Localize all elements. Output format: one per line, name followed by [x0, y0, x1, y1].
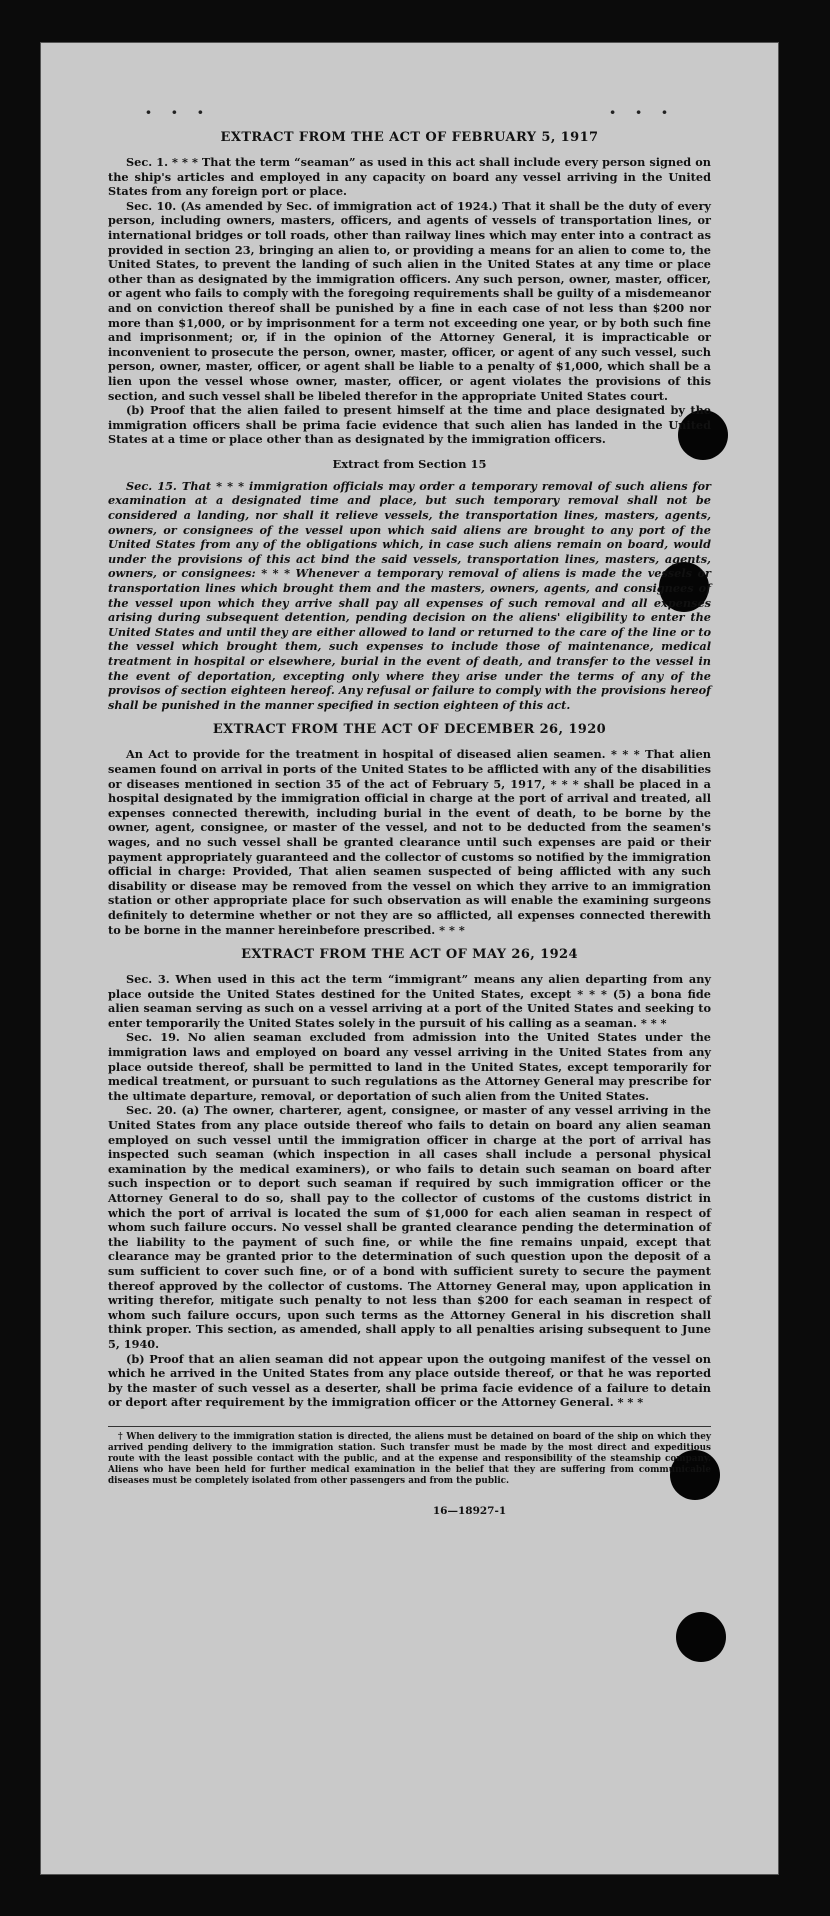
decorative-dots-right: · · · [609, 100, 674, 124]
section-act-1924 [108, 947, 711, 1410]
footnote-text: † When delivery to the immigration station is directed, the aliens must be detained on board of the ship on which they arrived pending delivery to the immigration station. Such transfer must be made by the most direct and expeditious route with the least possible contact with the public, and at the expense and responsibility of the steamship company. Aliens who have been held for further medical examination in the belief that they are suffering from communicable diseases must be completely isolated from other passengers and from the public. [108, 1431, 711, 1486]
section-heading: EXTRACT FROM THE ACT OF DECEMBER 26, 1920 [212, 722, 607, 738]
section-heading: EXTRACT FROM THE ACT OF FEBRUARY 5, 1917 [220, 130, 599, 145]
paragraph: Sec. 3. When used in this act the term “immigrant” means any alien departing from any place outside the United States destined for the United States, except * * * (5) a bona fide alien seaman serving as such on a vessel arriving at a port of the United States and seeking to enter temporarily the United States solely in the pursuit of his calling as a seaman. * * * [108, 972, 711, 1030]
form-number: 16—18927-1 [432, 1504, 507, 1517]
paragraph: Sec. 19. No alien seaman excluded from admission into the United States under the immigration laws and employed on board any vessel arriving in the United States from any place outside thereof, shall be permitted to land in the United States, except temporarily for medical treatment, or pursuant to such regulations as the Attorney General may prescribe for the ultimate departure, removal, or deportation of such alien from the United States. [108, 1030, 711, 1103]
decorative-dots-left: · · · [145, 100, 210, 124]
section-heading: EXTRACT FROM THE ACT OF MAY 26, 1924 [241, 947, 578, 963]
paragraph: Sec. 10. (As amended by Sec. of immigration act of 1924.) That it shall be the duty of every person, including owners, masters, officers, and agents of vessels of transportation lines, or international bridges or toll roads, other than railway lines which may enter into a contract as provided in section 23, bringing an alien to, or providing a means for an alien to come to, the United States, to prevent the landing of such alien in the United States at any time or place other than as designated by the immigration officers. Any such person, owner, master, officer, or agent who fails to comply with the foregoing requirements shall be guilty of a misdemeanor and on conviction thereof shall be punished by a fine in each case of not less than $200 nor more than $1,000, or by imprisonment for a term not exceeding one year, or by both such fine and imprisonment; or, if in the opinion of the Attorney General, it is impracticable or inconvenient to prosecute the person, owner, master, officer, or agent of any such vessel, such person, owner, master, officer, or agent shall be liable to a penalty of $1,000, which shall be a lien upon the vessel whose owner, master, officer, or agent violates the provisions of this section, and such vessel shall be libeled therefor in the appropriate United States court. [108, 198, 711, 403]
paragraph: An Act to provide for the treatment in hospital of diseased alien seamen. * * * That alien seamen found on arrival in ports of the United States to be afflicted with any of the disabilities or diseases mentioned in section 35 of the act of February 5, 1917, * * * shall be placed in a hospital designated by the immigration official in charge at the port of arrival and treated, all expenses connected therewith, including burial in the event of death, to be borne by the owner, agent, consignee, or master of the vessel, and not to be deducted from the seamen's wages, and no such vessel shall be granted clearance until such expenses are paid or their payment appropriately guaranteed and the collector of customs so notified by the immigration official in charge: Provided, That alien seamen suspected of being afflicted with any such disability or disease may be removed from the vessel on which they arrive to an immigration station or other appropriate place for such observation as will enable the examining surgeons definitely to determine whether or not they are so afflicted, all expenses connected therewith to be borne in the manner hereinbefore prescribed. * * * [108, 747, 711, 937]
document-body [108, 130, 711, 1517]
paragraph: (b) Proof that the alien failed to present himself at the time and place designated by the immigration officers shall be prima facie evidence that such alien has landed in the United States at a time or place other than as designated by the immigration officers. [108, 403, 711, 447]
section-extract-15 [108, 457, 711, 713]
document-page [40, 42, 779, 1875]
punch-hole [676, 1612, 726, 1662]
paragraph: Sec. 15. That * * * immigration officials may order a temporary removal of such aliens for examination at a designated time and place, but such temporary removal shall not be considered a landing, nor shall it relieve vessels, the transportation lines, masters, agents, owners, or consignees of the vessel upon which said aliens are brought to any port of the United States from any of the obligations which, in case such aliens remain on board, would under the provisions of this act bind the said vessels, transportation lines, masters, agents, owners, or consignees: * * * Whenever a temporary removal of aliens is made the vessels or transportation lines which brought them and the masters, owners, agents, and consignees of the vessel upon which they arrive shall pay all expenses of such removal and all expenses arising during subsequent detention, pending decision on the aliens' eligibility to enter the United States and until they are either allowed to land or returned to the care of the line or to the vessel which brought them, such expenses to include those of maintenance, medical treatment in hospital or elsewhere, burial in the event of death, and transfer to the vessel in the event of deportation, excepting only where they arise under the terms of any of the provisos of section eighteen hereof. Any refusal or failure to comply with the provisions hereof shall be punished in the manner specified in section eighteen of this act. [108, 478, 711, 712]
section-act-1917 [108, 130, 711, 447]
paragraph: (b) Proof that an alien seaman did not appear upon the outgoing manifest of the vessel on which he arrived in the United States from any place outside thereof, or that he was reported by the master of such vessel as a deserter, shall be prima facie evidence of a failure to detain or deport after requirement by the immigration officer or the Attorney General. * * * [108, 1351, 711, 1410]
footnote [108, 1426, 711, 1487]
section-act-1920 [108, 722, 711, 937]
section-heading: Extract from Section 15 [332, 456, 487, 471]
paragraph: Sec. 20. (a) The owner, charterer, agent, consignee, or master of any vessel arriving in the United States from any place outside thereof who fails to detain on board any alien seaman employed on such vessel until the immigration officer in charge at the port of arrival has inspected such seaman (which inspection in all cases shall include a personal physical examination by the medical examiners), or who fails to detain such seaman on board after such inspection or to deport such seaman if required by such immigration officer or the Attorney General to do so, shall pay to the collector of customs of the customs district in which the port of arrival is located the sum of $1,000 for each alien seaman in respect of whom such failure occurs. No vessel shall be granted clearance pending the determination of the liability to the payment of such fine, or while the fine remains unpaid, except that clearance may be granted prior to the determination of such question upon the deposit of a sum sufficient to cover such fine, or of a bond with sufficient surety to secure the payment thereof approved by the collector of customs. The Attorney General may, upon application in writing therefor, mitigate such penalty to not less than $200 for each seaman in respect of whom such failure occurs, upon such terms as the Attorney General in his discretion shall think proper. This section, as amended, shall apply to all penalties arising subsequent to June 5, 1940. [108, 1103, 711, 1351]
paragraph: Sec. 1. * * * That the term “seaman” as used in this act shall include every person signed on the ship's articles and employed in any capacity on board any vessel arriving in the United States from any foreign port or place. [108, 155, 711, 199]
